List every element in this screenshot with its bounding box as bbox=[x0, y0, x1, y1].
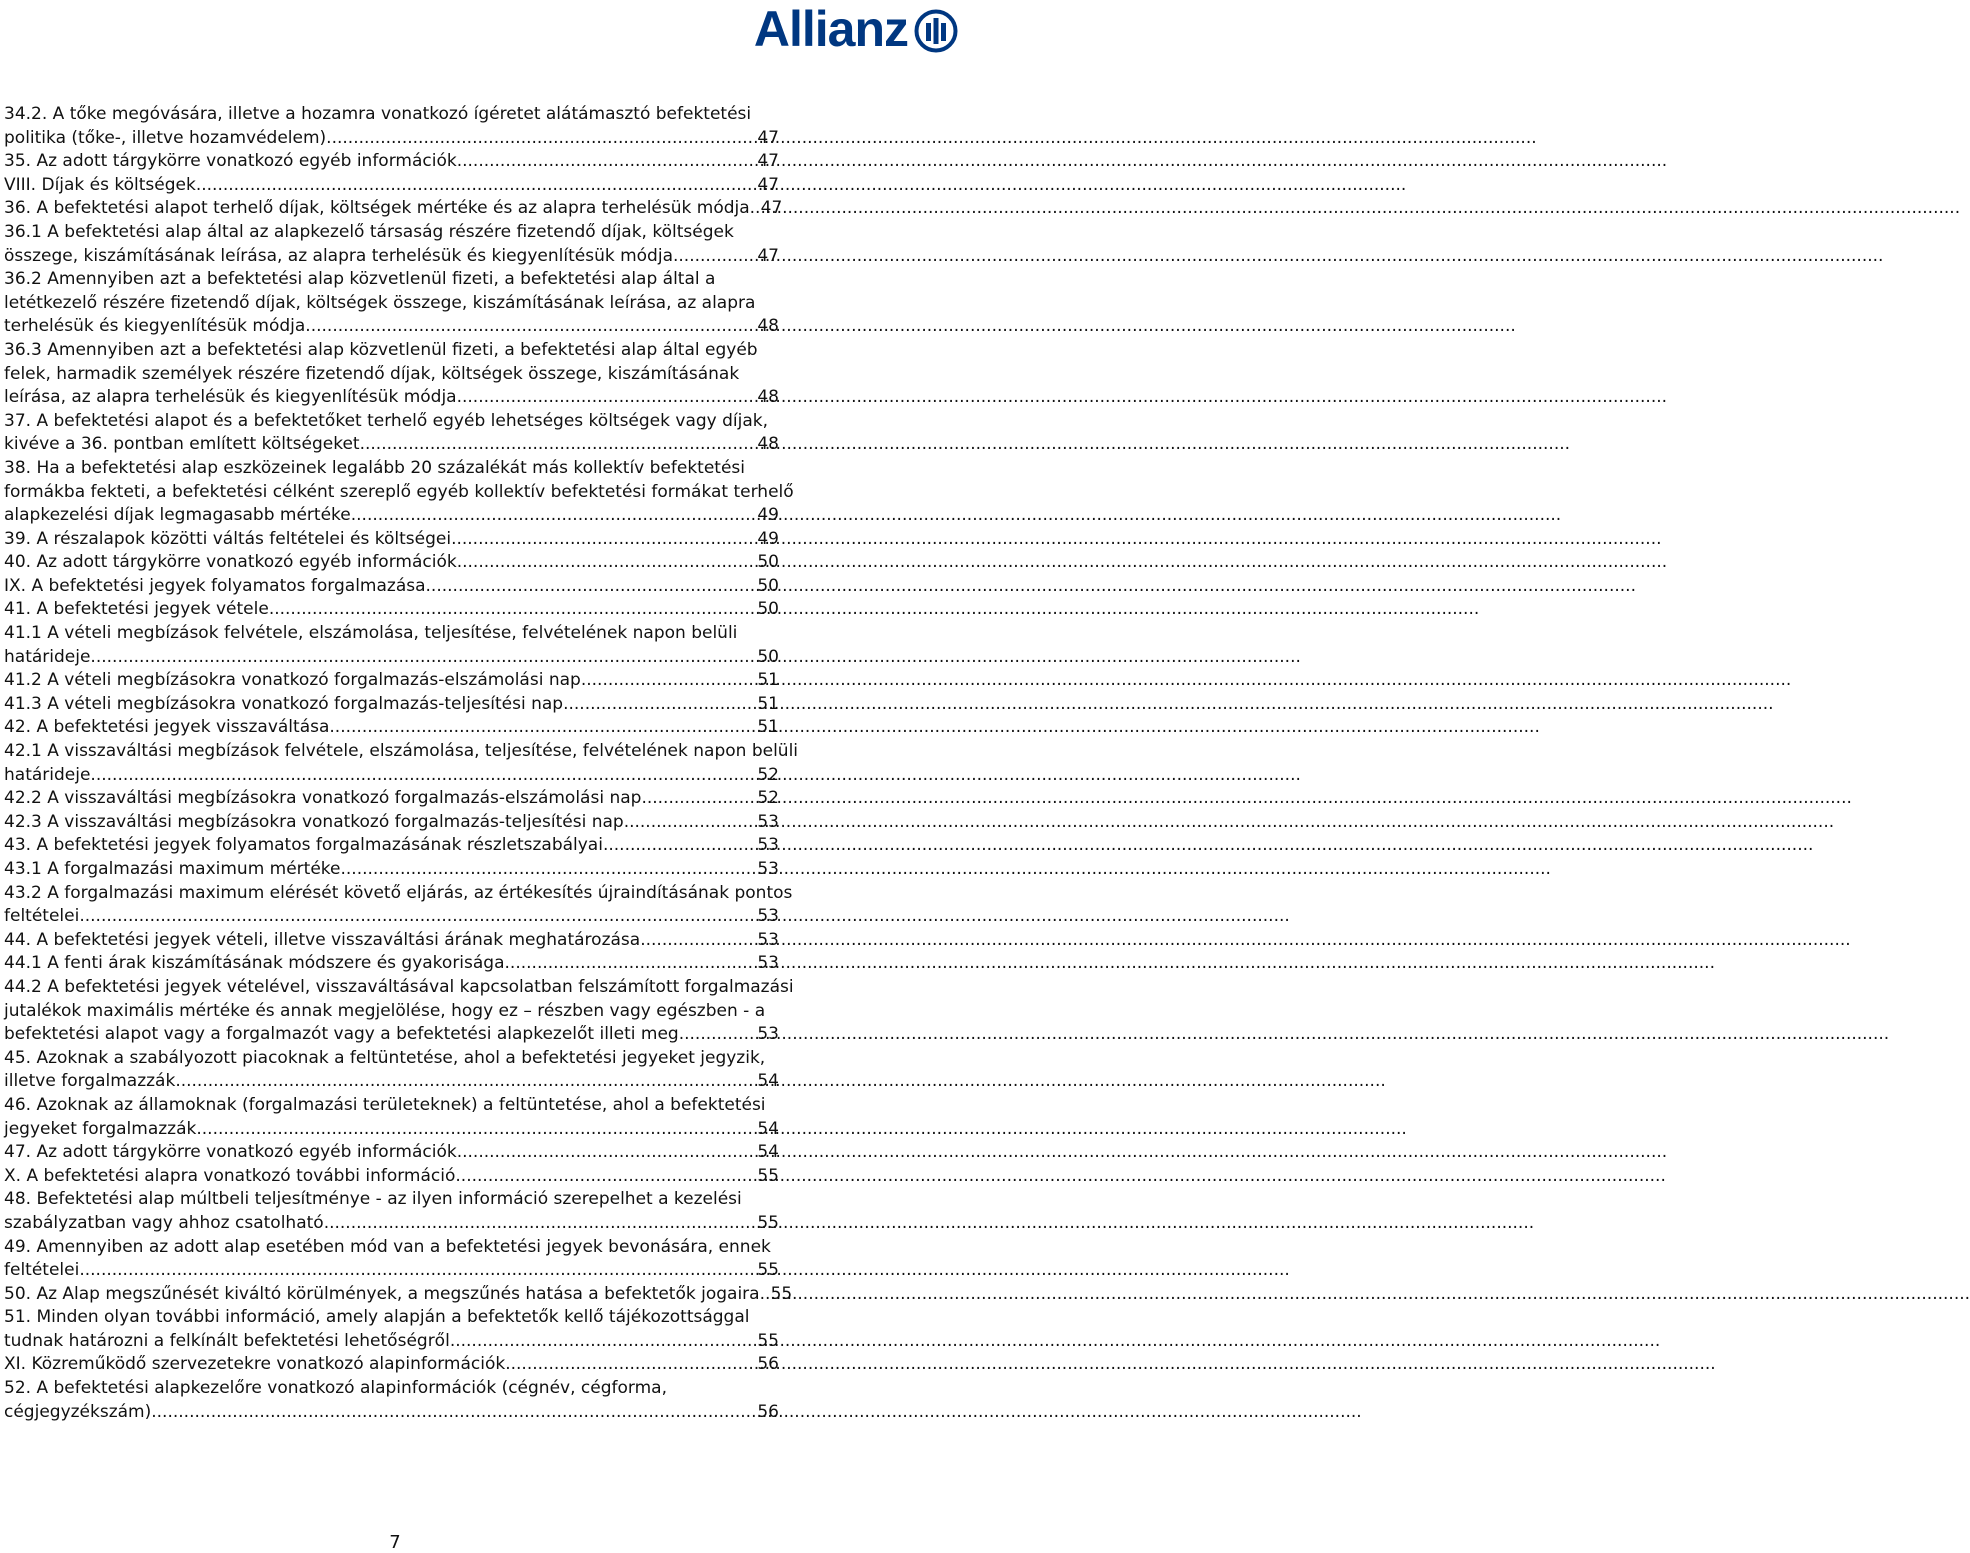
toc-page-number: 50 bbox=[757, 599, 779, 620]
toc-entry-title: 51. Minden olyan további információ, amely alapján a befektetők kellő tájékozottsággal bbox=[4, 1307, 750, 1328]
toc-entry-last-line bbox=[4, 174, 779, 198]
toc-entry-title: 43.1 A forgalmazási maximum mértéke bbox=[4, 859, 341, 879]
toc-entry-title: alapkezelési díjak legmagasabb mértéke bbox=[4, 505, 351, 526]
toc-entry-title: jutalékok maximális mértéke és annak megjelölése, hogy ez – részben vagy egészben - a bbox=[4, 1000, 766, 1021]
dot-leader bbox=[305, 315, 754, 339]
dot-leader bbox=[457, 386, 755, 410]
toc-entry-last-line bbox=[4, 1353, 779, 1377]
dot-leader bbox=[269, 598, 755, 622]
toc-entry-title: 36.2 Amennyiben azt a befektetési alap közvetlenül fizeti, a befektetési alap által a bbox=[4, 269, 716, 290]
toc-entry[interactable] bbox=[4, 952, 779, 976]
dot-leader bbox=[151, 1401, 754, 1425]
dot-leader bbox=[750, 197, 758, 221]
toc-entry[interactable] bbox=[4, 811, 779, 835]
toc-entry-line bbox=[4, 1306, 779, 1330]
toc-entry-title: 41.3 A vételi megbízásokra vonatkozó forgalmazás-teljesítési nap bbox=[4, 693, 564, 714]
toc-entry-title: illetve forgalmazzák bbox=[4, 1071, 176, 1092]
toc-entry-last-line bbox=[4, 952, 779, 976]
toc-entry-last-line bbox=[4, 1212, 779, 1236]
toc-entry-title: 45. Azoknak a szabályozott piacoknak a feltüntetése, ahol a befektetési jegyeket jegyzik, bbox=[4, 1047, 766, 1068]
toc-entry-title: 43. A befektetési jegyek folyamatos forgalmazásának részletszabályai bbox=[4, 835, 603, 856]
toc-entry-line bbox=[4, 1236, 779, 1260]
toc-entry[interactable] bbox=[4, 551, 779, 575]
toc-entry-line bbox=[4, 292, 779, 316]
toc-entry-last-line bbox=[4, 834, 779, 858]
toc-entry-line bbox=[4, 882, 793, 906]
toc-entry-line bbox=[4, 622, 779, 646]
toc-entry-last-line bbox=[4, 1330, 779, 1354]
table-of-contents bbox=[4, 103, 799, 1424]
toc-entry-title: 35. Az adott tárgykörre vonatkozó egyéb információk bbox=[4, 151, 457, 172]
toc-entry-title: 37. A befektetési alapot és a befektetőket terhelő egyéb lehetséges költségek vagy díjak, bbox=[4, 410, 769, 431]
toc-entry-last-line bbox=[4, 598, 779, 622]
toc-entry-title: 52. A befektetési alapkezelőre vonatkozó alapinformációk (cégnév, cégforma, bbox=[4, 1378, 667, 1399]
toc-page-number: 47 bbox=[757, 245, 779, 266]
dot-leader bbox=[79, 905, 754, 929]
toc-page-number: 47 bbox=[757, 174, 779, 195]
toc-entry-title: határideje bbox=[4, 764, 91, 785]
toc-entry-last-line bbox=[4, 127, 779, 151]
toc-entry-title: feltételei bbox=[4, 906, 80, 927]
dot-leader bbox=[640, 929, 754, 953]
toc-entry[interactable] bbox=[4, 787, 779, 811]
toc-page-number: 53 bbox=[757, 1024, 779, 1045]
logo-text: Allianz bbox=[753, 1, 908, 57]
dot-leader bbox=[326, 127, 754, 151]
toc-entry-last-line bbox=[4, 929, 779, 953]
toc-page-number: 53 bbox=[757, 953, 779, 974]
dot-leader bbox=[505, 1353, 754, 1377]
toc-entry[interactable] bbox=[4, 882, 793, 929]
toc-page-number: 51 bbox=[757, 693, 779, 714]
toc-entry-title: 44.1 A fenti árak kiszámításának módszere és gyakorisága bbox=[4, 953, 505, 974]
dot-leader bbox=[196, 174, 755, 198]
dot-leader bbox=[455, 1165, 754, 1189]
toc-page-number: 54 bbox=[757, 1071, 779, 1092]
toc-entry-line bbox=[4, 339, 779, 363]
toc-page-number: 51 bbox=[757, 670, 779, 691]
dot-leader bbox=[679, 1023, 755, 1047]
toc-page-number: 49 bbox=[757, 505, 779, 526]
toc-entry[interactable] bbox=[4, 268, 779, 339]
toc-entry-last-line bbox=[4, 716, 779, 740]
toc-entry-title: összege, kiszámításának leírása, az alapra terhelésük és kiegyenlítésük módja bbox=[4, 245, 673, 266]
toc-entry[interactable] bbox=[4, 1306, 779, 1353]
toc-entry-title: leírása, az alapra terhelésük és kiegyenlítésük módja bbox=[4, 387, 457, 408]
toc-entry-title: 47. Az adott tárgykörre vonatkozó egyéb információk bbox=[4, 1142, 457, 1163]
toc-entry-last-line bbox=[4, 1401, 779, 1425]
toc-entry[interactable] bbox=[4, 1047, 779, 1094]
toc-page-number: 47 bbox=[760, 198, 783, 219]
toc-page-number: 49 bbox=[757, 528, 779, 549]
toc-entry[interactable] bbox=[4, 693, 779, 717]
toc-entry-title: 36. A befektetési alapot terhelő díjak, költségek mértéke és az alapra terhelésük módja bbox=[4, 198, 750, 219]
toc-entry-last-line bbox=[4, 245, 779, 269]
dot-leader bbox=[457, 150, 755, 174]
toc-entry-line bbox=[4, 457, 779, 481]
dot-leader bbox=[79, 1259, 754, 1283]
toc-page-number: 54 bbox=[757, 1142, 779, 1163]
toc-entry[interactable] bbox=[4, 669, 779, 693]
toc-entry[interactable] bbox=[4, 528, 779, 552]
toc-entry[interactable] bbox=[4, 1283, 793, 1307]
dot-leader bbox=[196, 1118, 754, 1142]
toc-entry-last-line bbox=[4, 1118, 779, 1142]
toc-entry-line bbox=[4, 363, 779, 387]
dot-leader bbox=[563, 693, 754, 717]
toc-page-number: 55 bbox=[757, 1330, 779, 1351]
toc-entry-line bbox=[4, 1047, 779, 1071]
toc-entry-line bbox=[4, 1000, 779, 1024]
toc-entry-last-line bbox=[4, 575, 779, 599]
toc-page-number: 53 bbox=[757, 929, 779, 950]
toc-entry-line bbox=[4, 481, 794, 505]
toc-entry-last-line bbox=[4, 1070, 779, 1094]
dot-leader bbox=[90, 646, 754, 670]
toc-entry[interactable] bbox=[4, 1188, 779, 1235]
toc-page-number: 50 bbox=[757, 646, 779, 667]
toc-entry-title: tudnak határozni a felkínált befektetési lehetőségről bbox=[4, 1330, 450, 1351]
toc-entry-title: terhelésük és kiegyenlítésük módja bbox=[4, 316, 306, 337]
toc-entry[interactable] bbox=[4, 221, 779, 268]
toc-page-number: 47 bbox=[757, 127, 779, 148]
toc-entry-last-line bbox=[4, 150, 779, 174]
toc-entry-last-line bbox=[4, 1023, 779, 1047]
toc-entry[interactable] bbox=[4, 339, 779, 410]
toc-entry-last-line bbox=[4, 905, 779, 929]
toc-entry-title: 41.2 A vételi megbízásokra vonatkozó forgalmazás-elszámolási nap bbox=[4, 670, 581, 691]
toc-entry-line bbox=[4, 410, 779, 434]
toc-page-number: 53 bbox=[757, 835, 779, 856]
toc-page-number: 53 bbox=[757, 906, 779, 927]
toc-entry-title: 49. Amennyiben az adott alap esetében mód van a befektetési jegyek bevonására, ennek bbox=[4, 1236, 771, 1257]
toc-page-number: 52 bbox=[757, 764, 779, 785]
toc-entry-title: feltételei bbox=[4, 1260, 80, 1281]
dot-leader bbox=[351, 504, 755, 528]
toc-entry-title: cégjegyzékszám) bbox=[4, 1401, 152, 1422]
toc-entry-title: 50. Az Alap megszűnését kiváltó körülmények, a megszűnés hatása a befektetők jogaira bbox=[4, 1283, 760, 1304]
toc-entry-title: kivéve a 36. pontban említett költségeket bbox=[4, 434, 360, 455]
toc-entry-last-line bbox=[4, 811, 779, 835]
toc-entry[interactable] bbox=[4, 1236, 779, 1283]
toc-entry-title: politika (tőke-, illetve hozamvédelem) bbox=[4, 127, 327, 148]
dot-leader bbox=[175, 1070, 754, 1094]
toc-entry-title: 42.3 A visszaváltási megbízásokra vonatkozó forgalmazás-teljesítési nap bbox=[4, 811, 624, 832]
dot-leader bbox=[341, 858, 755, 882]
dot-leader bbox=[624, 811, 755, 835]
toc-entry-title: 36.3 Amennyiben azt a befektetési alap közvetlenül fizeti, a befektetési alap által egyéb bbox=[4, 339, 758, 360]
toc-entry[interactable] bbox=[4, 1141, 779, 1165]
toc-page-number: 48 bbox=[757, 434, 779, 455]
toc-page-number: 56 bbox=[757, 1401, 779, 1422]
toc-entry-title: formákba fekteti, a befektetési célként szereplő egyéb kollektív befektetési formákat terhelő bbox=[4, 481, 794, 502]
toc-entry-title: 36.1 A befektetési alap által az alapkezelő társaság részére fizetendő díjak, költségek bbox=[4, 221, 734, 242]
toc-entry-last-line bbox=[4, 1141, 779, 1165]
toc-page-number: 54 bbox=[757, 1118, 779, 1139]
dot-leader bbox=[673, 245, 754, 269]
dot-leader bbox=[457, 1141, 755, 1165]
toc-entry-line bbox=[4, 221, 779, 245]
toc-page-number: 52 bbox=[757, 788, 779, 809]
dot-leader bbox=[641, 787, 754, 811]
toc-entry-title: felek, harmadik személyek részére fizetendő díjak, költségek összege, kiszámításának bbox=[4, 363, 740, 384]
toc-entry-title: 44. A befektetési jegyek vételi, illetve visszaváltási árának meghatározása bbox=[4, 929, 641, 950]
toc-entry-last-line bbox=[4, 646, 779, 670]
toc-entry[interactable] bbox=[4, 598, 779, 622]
toc-entry[interactable] bbox=[4, 103, 779, 150]
toc-entry-last-line bbox=[4, 197, 783, 221]
toc-page-number: 47 bbox=[757, 151, 779, 172]
toc-entry-title: VIII. Díjak és költségek bbox=[4, 174, 196, 195]
allianz-logo bbox=[753, 1, 958, 57]
toc-entry-title: 41.1 A vételi megbízások felvétele, elszámolása, teljesítése, felvételének napon belüli bbox=[4, 623, 738, 644]
toc-page-number: 48 bbox=[757, 387, 779, 408]
toc-entry[interactable] bbox=[4, 716, 779, 740]
toc-entry-line bbox=[4, 1094, 779, 1118]
toc-entry-title: 48. Befektetési alap múltbeli teljesítménye - az ilyen információ szerepelhet a kezelési bbox=[4, 1189, 742, 1210]
toc-entry-title: XI. Közreműködő szervezetekre vonatkozó alapinformációk bbox=[4, 1354, 506, 1375]
toc-entry-last-line bbox=[4, 315, 779, 339]
toc-page-number: 53 bbox=[757, 859, 779, 879]
toc-entry[interactable] bbox=[4, 1377, 779, 1424]
toc-entry-last-line bbox=[4, 1283, 793, 1307]
dot-leader bbox=[760, 1283, 768, 1307]
dot-leader bbox=[90, 764, 754, 788]
toc-entry-title: határideje bbox=[4, 646, 91, 667]
dot-leader bbox=[581, 669, 755, 693]
toc-entry[interactable] bbox=[4, 410, 779, 457]
toc-entry[interactable] bbox=[4, 929, 779, 953]
toc-page-number: 55 bbox=[757, 1260, 779, 1281]
toc-entry-title: X. A befektetési alapra vonatkozó további információ bbox=[4, 1165, 456, 1186]
toc-entry-title: 42. A befektetési jegyek visszaváltása bbox=[4, 717, 330, 738]
toc-entry-last-line bbox=[4, 504, 779, 528]
toc-entry-title: 34.2. A tőke megóvására, illetve a hozamra vonatkozó ígéretet alátámasztó befektetési bbox=[4, 104, 752, 124]
dot-leader bbox=[426, 575, 755, 599]
toc-page-number: 55 bbox=[770, 1283, 793, 1304]
toc-entry[interactable] bbox=[4, 858, 779, 882]
toc-entry-title: 41. A befektetési jegyek vétele bbox=[4, 599, 269, 620]
toc-entry-title: befektetési alapot vagy a forgalmazót vagy a befektetési alapkezelőt illeti meg bbox=[4, 1024, 679, 1045]
toc-entry-title: jegyeket forgalmazzák bbox=[4, 1118, 197, 1139]
toc-entry[interactable] bbox=[4, 1165, 779, 1189]
toc-entry[interactable] bbox=[4, 575, 779, 599]
toc-entry-title: 46. Azoknak az államoknak (forgalmazási területeknek) a feltüntetése, ahol a befektetési bbox=[4, 1094, 766, 1115]
toc-entry[interactable] bbox=[4, 197, 783, 221]
toc-entry-last-line bbox=[4, 787, 779, 811]
toc-entry-last-line bbox=[4, 528, 779, 552]
toc-page-number: 50 bbox=[757, 552, 779, 573]
toc-entry-title: szabályzatban vagy ahhoz csatolható bbox=[4, 1212, 324, 1233]
toc-entry-title: 38. Ha a befektetési alap eszközeinek legalább 20 százalékát más kollektív befektetési bbox=[4, 457, 746, 478]
toc-entry-line bbox=[4, 268, 779, 292]
dot-leader bbox=[450, 1330, 755, 1354]
toc-entry[interactable] bbox=[4, 1353, 779, 1377]
toc-entry-title: 42.2 A visszaváltási megbízásokra vonatkozó forgalmazás-elszámolási nap bbox=[4, 788, 642, 809]
toc-page-number: 50 bbox=[757, 575, 779, 596]
allianz-eagle-icon bbox=[914, 9, 958, 53]
toc-entry-title: letétkezelő részére fizetendő díjak, költségek összege, kiszámításának leírása, az alapra bbox=[4, 292, 756, 313]
dot-leader bbox=[324, 1212, 755, 1236]
toc-entry-title: 43.2 A forgalmazási maximum elérését követő eljárás, az értékesítés újraindításának pontos bbox=[4, 882, 793, 903]
toc-entry-title: 40. Az adott tárgykörre vonatkozó egyéb információk bbox=[4, 552, 457, 573]
toc-entry-last-line bbox=[4, 693, 779, 717]
toc-entry[interactable] bbox=[4, 976, 794, 1047]
toc-entry-last-line bbox=[4, 1259, 779, 1283]
dot-leader bbox=[451, 528, 754, 552]
toc-page-number: 51 bbox=[757, 717, 779, 738]
toc-entry[interactable] bbox=[4, 834, 779, 858]
page-number: 7 bbox=[389, 1532, 401, 1553]
toc-entry[interactable] bbox=[4, 622, 779, 669]
toc-entry-last-line bbox=[4, 1165, 779, 1189]
toc-entry-last-line bbox=[4, 669, 779, 693]
toc-entry-last-line bbox=[4, 386, 779, 410]
toc-page-number: 56 bbox=[757, 1354, 779, 1375]
toc-entry[interactable] bbox=[4, 1094, 779, 1141]
toc-page-number: 55 bbox=[757, 1212, 779, 1233]
toc-entry-line bbox=[4, 1377, 779, 1401]
toc-entry-last-line bbox=[4, 764, 779, 788]
toc-entry[interactable] bbox=[4, 740, 799, 787]
toc-entry-last-line bbox=[4, 858, 779, 882]
toc-entry-line bbox=[4, 976, 794, 1000]
toc-entry-title: 44.2 A befektetési jegyek vételével, visszaváltásával kapcsolatban felszámított forgalmazási bbox=[4, 976, 794, 997]
toc-entry-title: IX. A befektetési jegyek folyamatos forgalmazása bbox=[4, 575, 426, 596]
toc-entry-line bbox=[4, 1188, 779, 1212]
toc-entry-title: 42.1 A visszaváltási megbízások felvétele, elszámolása, teljesítése, felvételének napon belüli bbox=[4, 741, 799, 762]
toc-entry-title: 39. A részalapok közötti váltás feltételei és költségei bbox=[4, 528, 452, 549]
dot-leader bbox=[457, 551, 755, 575]
toc-page-number: 48 bbox=[757, 316, 779, 337]
dot-leader bbox=[329, 716, 754, 740]
toc-entry[interactable] bbox=[4, 174, 779, 198]
toc-entry-last-line bbox=[4, 433, 779, 457]
toc-page-number: 55 bbox=[757, 1165, 779, 1186]
toc-entry[interactable] bbox=[4, 150, 779, 174]
toc-page-number: 53 bbox=[757, 811, 779, 832]
toc-entry-line bbox=[4, 103, 779, 127]
toc-entry[interactable] bbox=[4, 457, 794, 528]
dot-leader bbox=[603, 834, 754, 858]
dot-leader bbox=[505, 952, 755, 976]
toc-entry-last-line bbox=[4, 551, 779, 575]
dot-leader bbox=[360, 433, 755, 457]
toc-entry-line bbox=[4, 740, 799, 764]
